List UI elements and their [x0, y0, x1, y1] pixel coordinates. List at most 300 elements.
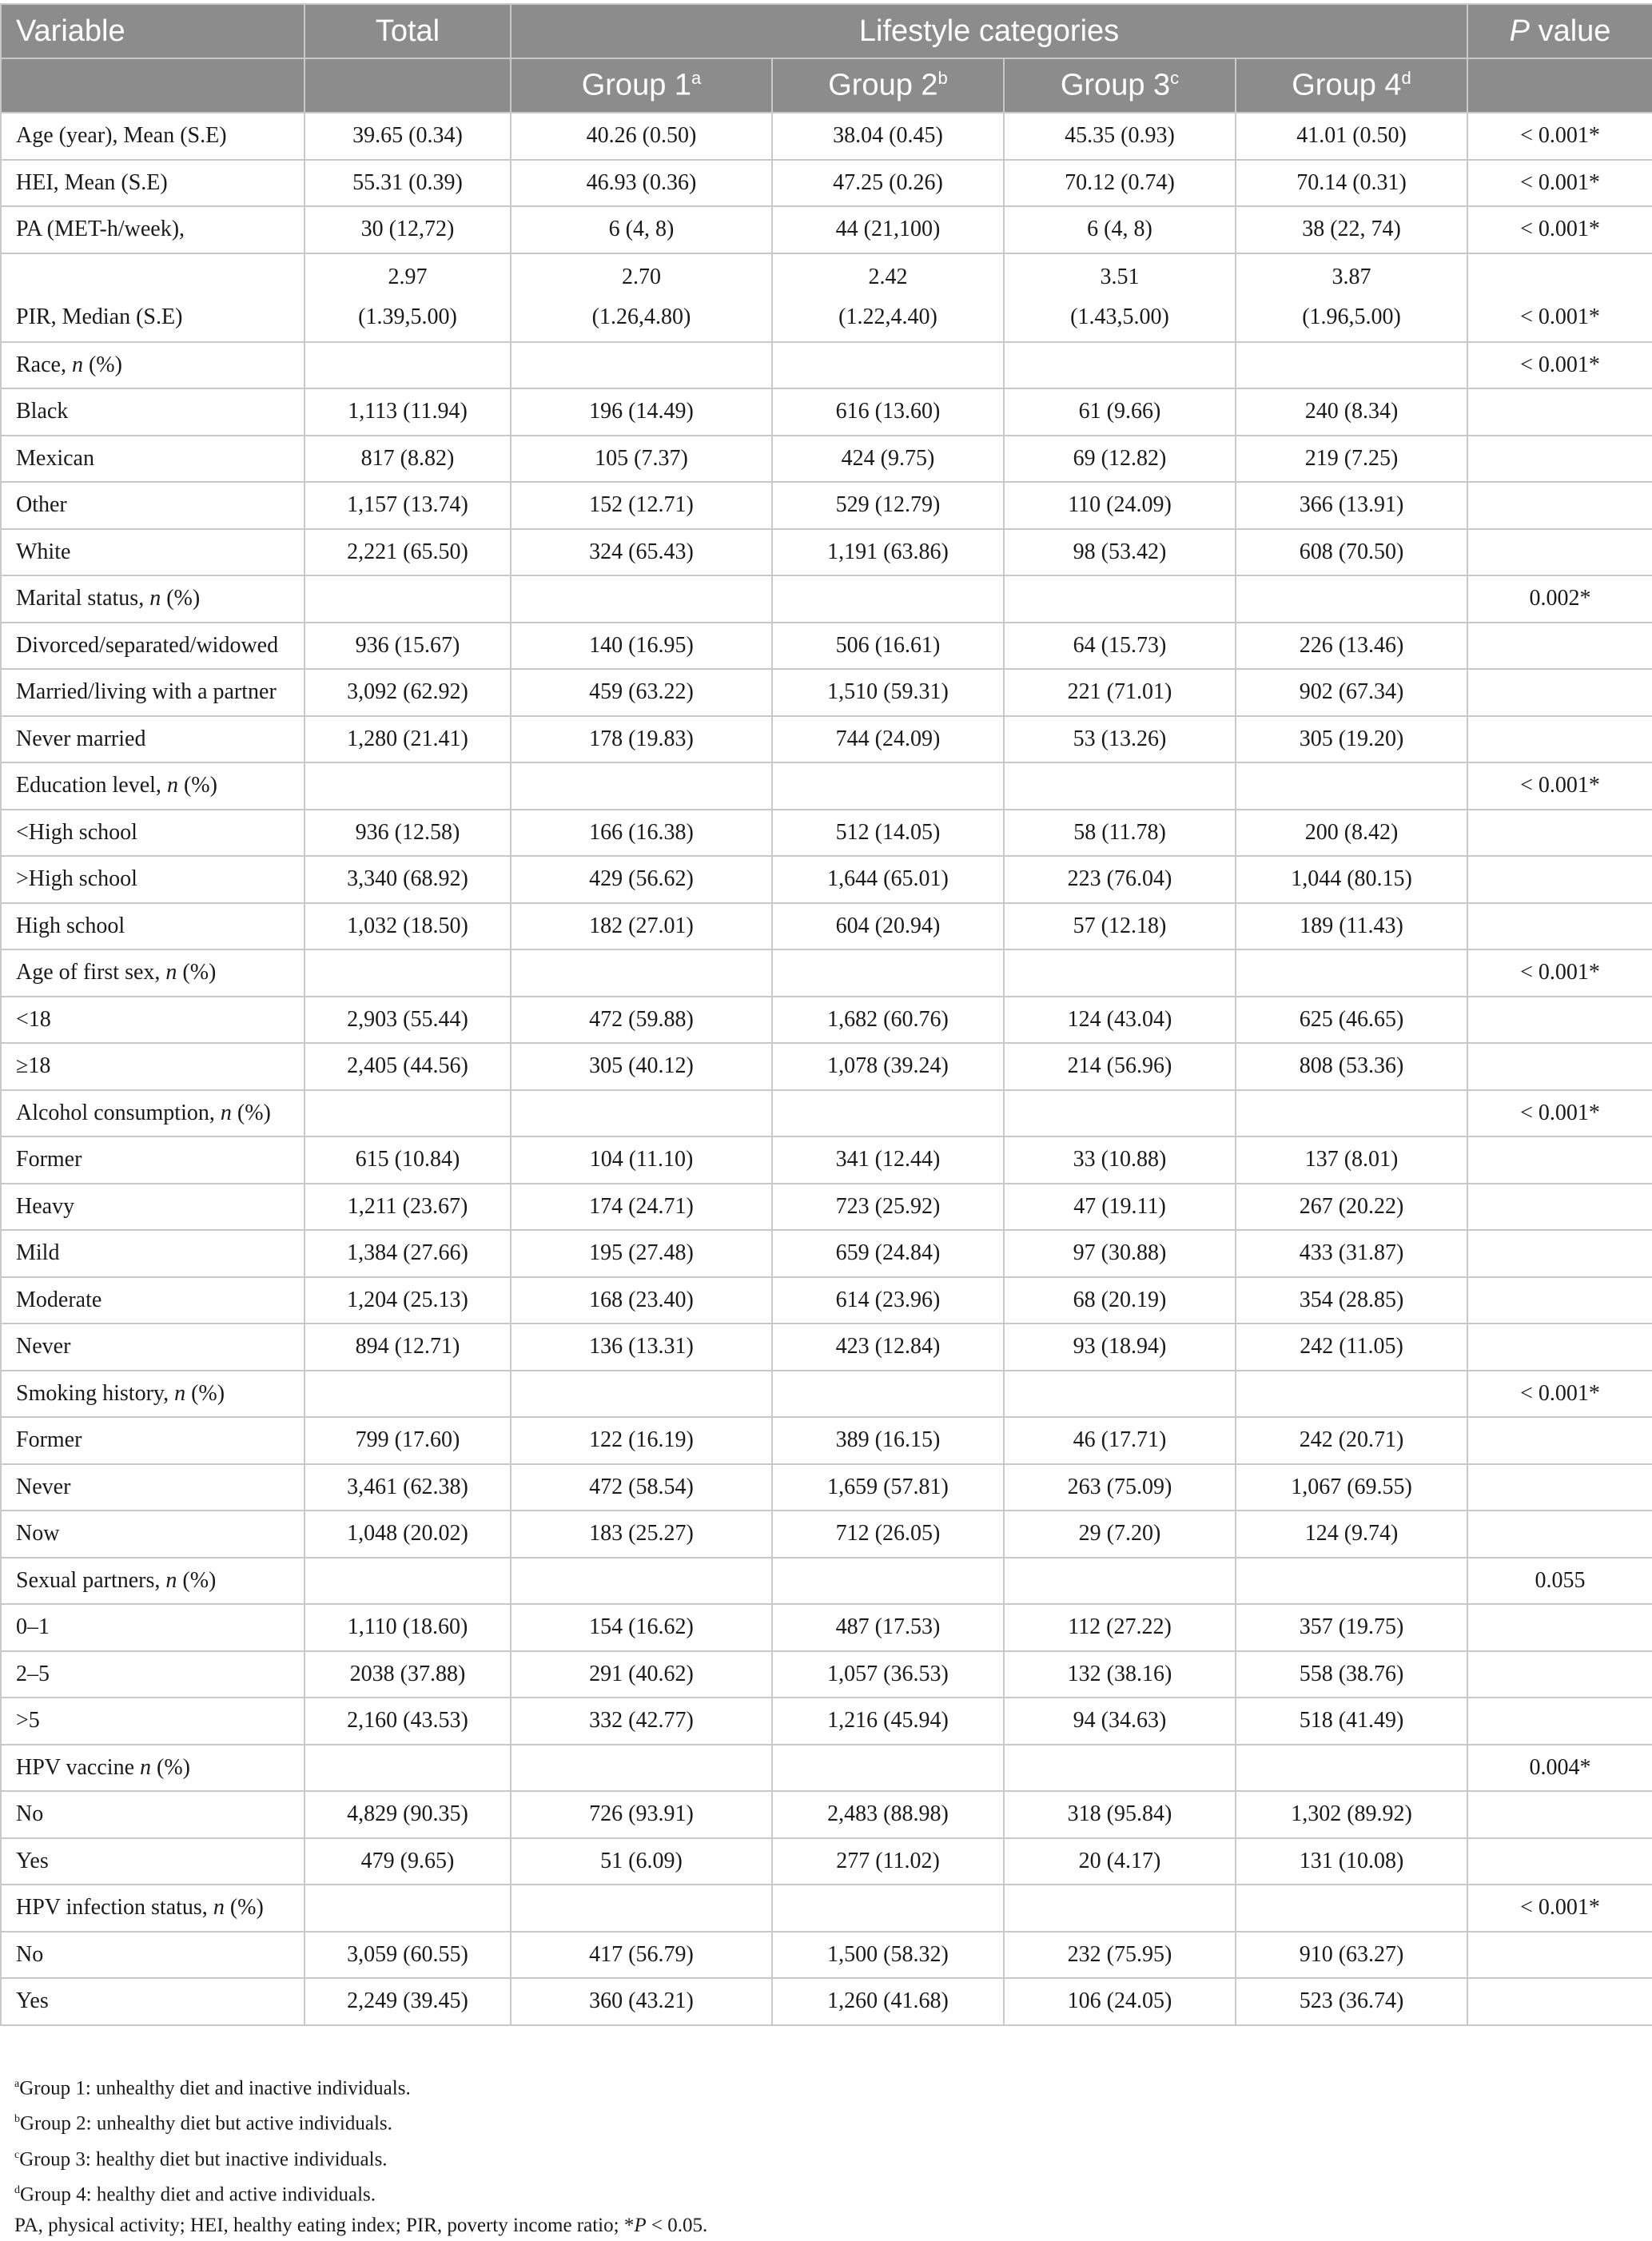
- footnote-group-2: $^b$Group 2: unhealthy diet but active individuals.: [14, 2112, 392, 2135]
- cell-total: 1,204 (25.13): [305, 1277, 511, 1324]
- cell-group-2: 341 (12.44): [772, 1136, 1004, 1184]
- cell-p-value: [1467, 1978, 1652, 2025]
- cell-group-2: 44 (21,100): [772, 206, 1004, 253]
- table-row: [1, 1932, 1652, 1979]
- table-row: [1, 1511, 1652, 1558]
- header-blank: [1467, 58, 1652, 113]
- cell-group-3: 93 (18.94): [1004, 1324, 1236, 1371]
- cell-group-3: 214 (56.96): [1004, 1043, 1236, 1090]
- cell-group-2: 1,659 (57.81): [772, 1464, 1004, 1511]
- cell-group-4: 354 (28.85): [1236, 1277, 1467, 1324]
- cell-group-2: 529 (12.79): [772, 482, 1004, 529]
- row-label: Heavy: [1, 1184, 305, 1231]
- cell-group-1: 726 (93.91): [511, 1791, 772, 1838]
- row-label: Age (year), Mean (S.E): [1, 113, 305, 160]
- cell-p-value: [1467, 856, 1652, 903]
- cell-p-value: < 0.001*: [1467, 342, 1652, 389]
- cell-group-1: 417 (56.79): [511, 1932, 772, 1979]
- cell-p-value: < 0.001*: [1467, 1090, 1652, 1137]
- cell-total: 1,280 (21.41): [305, 716, 511, 763]
- cell-group-4: [1236, 949, 1467, 997]
- cell-group-1: 459 (63.22): [511, 669, 772, 716]
- cell-total: 2,160 (43.53): [305, 1698, 511, 1745]
- footnote-abbreviations: PA, physical activity; HEI, healthy eating index; PIR, poverty income ratio; *P < 0.05.: [14, 2215, 708, 2237]
- header-total: Total: [305, 4, 511, 58]
- cell-p-value: < 0.001*: [1467, 949, 1652, 997]
- cell-group-3: 58 (11.78): [1004, 810, 1236, 857]
- cell-p-value: [1467, 1604, 1652, 1651]
- row-label: High school: [1, 903, 305, 950]
- cell-group-3: 94 (34.63): [1004, 1698, 1236, 1745]
- table-row: [1, 1791, 1652, 1838]
- cell-group-2: [772, 949, 1004, 997]
- cell-group-1: 136 (13.31): [511, 1324, 772, 1371]
- cell-group-3: 221 (71.01): [1004, 669, 1236, 716]
- cell-group-3: 318 (95.84): [1004, 1791, 1236, 1838]
- cell-total: 30 (12,72): [305, 206, 511, 253]
- table-row: [1, 1978, 1652, 2025]
- cell-total: 799 (17.60): [305, 1417, 511, 1464]
- row-label: PIR, Median (S.E): [1, 253, 305, 342]
- cell-group-2: [772, 1371, 1004, 1418]
- cell-total: 2.97 (1.39,5.00): [305, 253, 511, 342]
- table-row: [1, 1698, 1652, 1745]
- cell-group-4: 608 (70.50): [1236, 529, 1467, 576]
- cell-group-1: [511, 575, 772, 623]
- cell-group-4: 523 (36.74): [1236, 1978, 1467, 2025]
- cell-group-2: [772, 762, 1004, 810]
- cell-group-3: 45.35 (0.93): [1004, 113, 1236, 160]
- cell-group-3: 223 (76.04): [1004, 856, 1236, 903]
- cell-group-4: 242 (20.71): [1236, 1417, 1467, 1464]
- cell-p-value: [1467, 1043, 1652, 1090]
- table-row: [1, 436, 1652, 483]
- cell-p-value: < 0.001*: [1467, 160, 1652, 207]
- cell-group-1: 168 (23.40): [511, 1277, 772, 1324]
- cell-group-4: [1236, 1558, 1467, 1605]
- cell-group-3: 53 (13.26): [1004, 716, 1236, 763]
- cell-group-4: [1236, 762, 1467, 810]
- cell-total: 55.31 (0.39): [305, 160, 511, 207]
- cell-group-3: [1004, 1371, 1236, 1418]
- cell-group-4: 625 (46.65): [1236, 997, 1467, 1044]
- cell-group-2: 1,500 (58.32): [772, 1932, 1004, 1979]
- cell-total: 3,059 (60.55): [305, 1932, 511, 1979]
- table-row: [1, 1136, 1652, 1184]
- row-label: Yes: [1, 1978, 305, 2025]
- cell-total: 3,092 (62.92): [305, 669, 511, 716]
- cell-group-1: 195 (27.48): [511, 1230, 772, 1277]
- row-label: Other: [1, 482, 305, 529]
- cell-group-3: 33 (10.88): [1004, 1136, 1236, 1184]
- cell-group-4: 124 (9.74): [1236, 1511, 1467, 1558]
- cell-p-value: < 0.001*: [1467, 762, 1652, 810]
- cell-group-3: 124 (43.04): [1004, 997, 1236, 1044]
- row-label: >5: [1, 1698, 305, 1745]
- cell-p-value: < 0.001*: [1467, 206, 1652, 253]
- cell-group-4: [1236, 342, 1467, 389]
- row-label: PA (MET-h/week),: [1, 206, 305, 253]
- row-label: Never: [1, 1464, 305, 1511]
- cell-group-2: 1,510 (59.31): [772, 669, 1004, 716]
- cell-total: [305, 575, 511, 623]
- cell-group-2: [772, 1885, 1004, 1932]
- cell-group-2: 1,216 (45.94): [772, 1698, 1004, 1745]
- row-label: 2–5: [1, 1651, 305, 1698]
- row-label: Never: [1, 1324, 305, 1371]
- cell-total: 3,461 (62.38): [305, 1464, 511, 1511]
- cell-group-4: 808 (53.36): [1236, 1043, 1467, 1090]
- row-label: Mild: [1, 1230, 305, 1277]
- table-row: [1, 206, 1652, 253]
- row-label: HPV vaccine n (%): [1, 1745, 305, 1792]
- cell-group-4: [1236, 1885, 1467, 1932]
- row-label: 0–1: [1, 1604, 305, 1651]
- cell-group-2: 2,483 (88.98): [772, 1791, 1004, 1838]
- cell-group-1: 196 (14.49): [511, 388, 772, 436]
- cell-p-value: [1467, 1230, 1652, 1277]
- cell-group-1: [511, 1885, 772, 1932]
- cell-group-4: 219 (7.25): [1236, 436, 1467, 483]
- cell-group-4: 3.87 (1.96,5.00): [1236, 253, 1467, 342]
- cell-p-value: [1467, 1511, 1652, 1558]
- cell-group-4: [1236, 575, 1467, 623]
- table-row: [1, 113, 1652, 160]
- row-label: Now: [1, 1511, 305, 1558]
- cell-group-1: 472 (58.54): [511, 1464, 772, 1511]
- cell-group-2: 616 (13.60): [772, 388, 1004, 436]
- cell-group-1: [511, 762, 772, 810]
- cell-group-1: [511, 1371, 772, 1418]
- cell-group-4: 131 (10.08): [1236, 1838, 1467, 1885]
- cell-total: [305, 949, 511, 997]
- header-group-2: Group 2$^b$: [772, 58, 1004, 113]
- cell-total: 894 (12.71): [305, 1324, 511, 1371]
- cell-p-value: [1467, 529, 1652, 576]
- cell-total: [305, 762, 511, 810]
- cell-group-1: 152 (12.71): [511, 482, 772, 529]
- cell-group-1: 178 (19.83): [511, 716, 772, 763]
- row-label: <18: [1, 997, 305, 1044]
- table-row: [1, 1417, 1652, 1464]
- cell-group-2: 512 (14.05): [772, 810, 1004, 857]
- cell-p-value: 0.004*: [1467, 1745, 1652, 1792]
- cell-p-value: [1467, 388, 1652, 436]
- table-row: [1, 575, 1652, 623]
- cell-group-3: 97 (30.88): [1004, 1230, 1236, 1277]
- cell-group-4: 242 (11.05): [1236, 1324, 1467, 1371]
- cell-group-3: 69 (12.82): [1004, 436, 1236, 483]
- table-row: [1, 1885, 1652, 1932]
- cell-group-4: 305 (19.20): [1236, 716, 1467, 763]
- cell-group-4: 38 (22, 74): [1236, 206, 1467, 253]
- table-row: [1, 762, 1652, 810]
- row-label: Smoking history, n (%): [1, 1371, 305, 1418]
- cell-group-4: 41.01 (0.50): [1236, 113, 1467, 160]
- cell-group-1: 183 (25.27): [511, 1511, 772, 1558]
- cell-total: 479 (9.65): [305, 1838, 511, 1885]
- cell-group-1: 305 (40.12): [511, 1043, 772, 1090]
- cell-group-3: 64 (15.73): [1004, 623, 1236, 670]
- cell-group-2: [772, 1558, 1004, 1605]
- table-row: [1, 1324, 1652, 1371]
- table-row: [1, 716, 1652, 763]
- cell-total: 2,405 (44.56): [305, 1043, 511, 1090]
- cell-group-2: 1,078 (39.24): [772, 1043, 1004, 1090]
- cell-total: 615 (10.84): [305, 1136, 511, 1184]
- cell-total: 4,829 (90.35): [305, 1791, 511, 1838]
- cell-group-4: 357 (19.75): [1236, 1604, 1467, 1651]
- cell-group-1: [511, 342, 772, 389]
- cell-group-4: 200 (8.42): [1236, 810, 1467, 857]
- cell-p-value: [1467, 1136, 1652, 1184]
- cell-p-value: 0.002*: [1467, 575, 1652, 623]
- cell-group-4: [1236, 1745, 1467, 1792]
- cell-group-1: [511, 1558, 772, 1605]
- cell-p-value: < 0.001*: [1467, 1885, 1652, 1932]
- cell-group-1: 51 (6.09): [511, 1838, 772, 1885]
- cell-total: 2038 (37.88): [305, 1651, 511, 1698]
- cell-p-value: [1467, 1791, 1652, 1838]
- cell-p-value: [1467, 669, 1652, 716]
- cell-group-3: [1004, 1558, 1236, 1605]
- header-blank: [1, 58, 305, 113]
- cell-p-value: 0.055: [1467, 1558, 1652, 1605]
- cell-group-3: 20 (4.17): [1004, 1838, 1236, 1885]
- header-group-3: Group 3$^c$: [1004, 58, 1236, 113]
- cell-group-3: [1004, 342, 1236, 389]
- cell-group-4: 189 (11.43): [1236, 903, 1467, 950]
- row-label: Marital status, n (%): [1, 575, 305, 623]
- cell-total: [305, 1090, 511, 1137]
- row-label: >High school: [1, 856, 305, 903]
- cell-group-4: 902 (67.34): [1236, 669, 1467, 716]
- cell-group-3: [1004, 575, 1236, 623]
- cell-group-3: 132 (38.16): [1004, 1651, 1236, 1698]
- cell-group-2: 506 (16.61): [772, 623, 1004, 670]
- table-row: [1, 856, 1652, 903]
- cell-group-1: 429 (56.62): [511, 856, 772, 903]
- cell-p-value: < 0.001*: [1467, 1371, 1652, 1418]
- cell-group-3: 3.51 (1.43,5.00): [1004, 253, 1236, 342]
- header-lifestyle-categories: Lifestyle categories: [511, 4, 1467, 58]
- cell-group-3: 29 (7.20): [1004, 1511, 1236, 1558]
- cell-group-3: 98 (53.42): [1004, 529, 1236, 576]
- cell-total: 1,113 (11.94): [305, 388, 511, 436]
- cell-group-1: 40.26 (0.50): [511, 113, 772, 160]
- cell-p-value: [1467, 1651, 1652, 1698]
- footnote-group-3: $^c$Group 3: healthy diet but inactive individuals.: [14, 2147, 388, 2170]
- cell-group-1: [511, 1090, 772, 1137]
- table-row: [1, 669, 1652, 716]
- cell-group-4: 240 (8.34): [1236, 388, 1467, 436]
- table-header: [1, 4, 1652, 113]
- cell-total: 817 (8.82): [305, 436, 511, 483]
- cell-group-3: [1004, 1885, 1236, 1932]
- cell-p-value: [1467, 1932, 1652, 1979]
- cell-group-4: [1236, 1090, 1467, 1137]
- cell-p-value: [1467, 716, 1652, 763]
- footnote-group-4: $^d$Group 4: healthy diet and active individuals.: [14, 2183, 376, 2206]
- cell-group-1: [511, 1745, 772, 1792]
- cell-total: 1,032 (18.50): [305, 903, 511, 950]
- header-group-4: Group 4$^d$: [1236, 58, 1467, 113]
- cell-group-2: 389 (16.15): [772, 1417, 1004, 1464]
- table-row: [1, 1277, 1652, 1324]
- cell-group-3: [1004, 949, 1236, 997]
- cell-total: [305, 1745, 511, 1792]
- cell-group-2: 723 (25.92): [772, 1184, 1004, 1231]
- cell-total: [305, 1371, 511, 1418]
- footnotes: [14, 2068, 707, 2241]
- cell-total: 1,211 (23.67): [305, 1184, 511, 1231]
- cell-group-3: 70.12 (0.74): [1004, 160, 1236, 207]
- cell-group-2: 744 (24.09): [772, 716, 1004, 763]
- cell-group-4: 1,067 (69.55): [1236, 1464, 1467, 1511]
- cell-group-3: 57 (12.18): [1004, 903, 1236, 950]
- cell-group-2: 614 (23.96): [772, 1277, 1004, 1324]
- cell-group-2: [772, 342, 1004, 389]
- cell-group-1: 174 (24.71): [511, 1184, 772, 1231]
- row-label: Black: [1, 388, 305, 436]
- header-blank: [305, 58, 511, 113]
- cell-group-1: 6 (4, 8): [511, 206, 772, 253]
- cell-group-2: [772, 1745, 1004, 1792]
- cell-group-1: 182 (27.01): [511, 903, 772, 950]
- row-label: <High school: [1, 810, 305, 857]
- cell-p-value: < 0.001*: [1467, 253, 1652, 342]
- table-row: [1, 253, 1652, 342]
- lifestyle-characteristics-table: [0, 3, 1652, 2026]
- cell-group-2: 604 (20.94): [772, 903, 1004, 950]
- table-row: [1, 482, 1652, 529]
- row-label: Former: [1, 1136, 305, 1184]
- cell-group-3: 47 (19.11): [1004, 1184, 1236, 1231]
- row-label: Moderate: [1, 1277, 305, 1324]
- table-row: [1, 1230, 1652, 1277]
- cell-group-1: 291 (40.62): [511, 1651, 772, 1698]
- cell-group-1: 105 (7.37): [511, 436, 772, 483]
- cell-group-1: 332 (42.77): [511, 1698, 772, 1745]
- table-row: [1, 949, 1652, 997]
- cell-total: 936 (12.58): [305, 810, 511, 857]
- cell-total: [305, 1558, 511, 1605]
- cell-group-1: 154 (16.62): [511, 1604, 772, 1651]
- row-label: White: [1, 529, 305, 576]
- cell-total: 2,903 (55.44): [305, 997, 511, 1044]
- row-label: HPV infection status, n (%): [1, 1885, 305, 1932]
- table-row: [1, 1838, 1652, 1885]
- row-label: Sexual partners, n (%): [1, 1558, 305, 1605]
- cell-p-value: [1467, 1277, 1652, 1324]
- cell-group-3: [1004, 762, 1236, 810]
- table-row: [1, 1464, 1652, 1511]
- cell-group-2: 487 (17.53): [772, 1604, 1004, 1651]
- cell-group-2: 47.25 (0.26): [772, 160, 1004, 207]
- table-row: [1, 1043, 1652, 1090]
- table-row: [1, 1184, 1652, 1231]
- footnote-group-1: $^a$Group 1: unhealthy diet and inactive individuals.: [14, 2077, 411, 2100]
- row-label: Never married: [1, 716, 305, 763]
- cell-group-4: 226 (13.46): [1236, 623, 1467, 670]
- cell-group-4: 137 (8.01): [1236, 1136, 1467, 1184]
- cell-group-3: 6 (4, 8): [1004, 206, 1236, 253]
- cell-group-2: 1,260 (41.68): [772, 1978, 1004, 2025]
- cell-group-3: 263 (75.09): [1004, 1464, 1236, 1511]
- cell-group-3: 112 (27.22): [1004, 1604, 1236, 1651]
- cell-group-4: 366 (13.91): [1236, 482, 1467, 529]
- table-row: [1, 1371, 1652, 1418]
- table-row: [1, 903, 1652, 950]
- cell-total: 1,384 (27.66): [305, 1230, 511, 1277]
- table-row: [1, 997, 1652, 1044]
- cell-group-1: 140 (16.95): [511, 623, 772, 670]
- cell-p-value: [1467, 1324, 1652, 1371]
- row-label: Education level, n (%): [1, 762, 305, 810]
- table-row: [1, 160, 1652, 207]
- row-label: Mexican: [1, 436, 305, 483]
- cell-total: 1,048 (20.02): [305, 1511, 511, 1558]
- table-body: [1, 113, 1652, 2025]
- cell-p-value: [1467, 1698, 1652, 1745]
- row-label: Race, n (%): [1, 342, 305, 389]
- header-variable: Variable: [1, 4, 305, 58]
- cell-group-4: 910 (63.27): [1236, 1932, 1467, 1979]
- cell-group-1: 360 (43.21): [511, 1978, 772, 2025]
- table-row: [1, 623, 1652, 670]
- table-row: [1, 1651, 1652, 1698]
- table-row: [1, 1604, 1652, 1651]
- cell-group-4: 70.14 (0.31): [1236, 160, 1467, 207]
- row-label: Alcohol consumption, n (%): [1, 1090, 305, 1137]
- cell-group-1: 122 (16.19): [511, 1417, 772, 1464]
- cell-group-3: 106 (24.05): [1004, 1978, 1236, 2025]
- cell-group-2: 277 (11.02): [772, 1838, 1004, 1885]
- cell-group-2: 424 (9.75): [772, 436, 1004, 483]
- cell-group-1: 2.70 (1.26,4.80): [511, 253, 772, 342]
- cell-group-3: 68 (20.19): [1004, 1277, 1236, 1324]
- cell-group-4: 433 (31.87): [1236, 1230, 1467, 1277]
- row-label: HEI, Mean (S.E): [1, 160, 305, 207]
- cell-group-4: 518 (41.49): [1236, 1698, 1467, 1745]
- cell-p-value: [1467, 623, 1652, 670]
- cell-p-value: [1467, 436, 1652, 483]
- cell-group-2: 712 (26.05): [772, 1511, 1004, 1558]
- cell-group-2: [772, 575, 1004, 623]
- row-label: Divorced/separated/widowed: [1, 623, 305, 670]
- cell-p-value: [1467, 482, 1652, 529]
- cell-group-1: 104 (11.10): [511, 1136, 772, 1184]
- table-row: [1, 529, 1652, 576]
- table-row: [1, 342, 1652, 389]
- cell-group-3: [1004, 1090, 1236, 1137]
- header-group-1: Group 1$^a$: [511, 58, 772, 113]
- row-label: Married/living with a partner: [1, 669, 305, 716]
- cell-group-2: 1,191 (63.86): [772, 529, 1004, 576]
- row-label: Yes: [1, 1838, 305, 1885]
- cell-group-2: 1,682 (60.76): [772, 997, 1004, 1044]
- cell-group-2: 38.04 (0.45): [772, 113, 1004, 160]
- cell-group-3: 232 (75.95): [1004, 1932, 1236, 1979]
- cell-group-4: 558 (38.76): [1236, 1651, 1467, 1698]
- cell-group-2: 2.42 (1.22,4.40): [772, 253, 1004, 342]
- cell-total: 2,249 (39.45): [305, 1978, 511, 2025]
- cell-group-2: 423 (12.84): [772, 1324, 1004, 1371]
- row-label: ≥18: [1, 1043, 305, 1090]
- cell-group-2: 1,644 (65.01): [772, 856, 1004, 903]
- cell-p-value: [1467, 903, 1652, 950]
- table-row: [1, 388, 1652, 436]
